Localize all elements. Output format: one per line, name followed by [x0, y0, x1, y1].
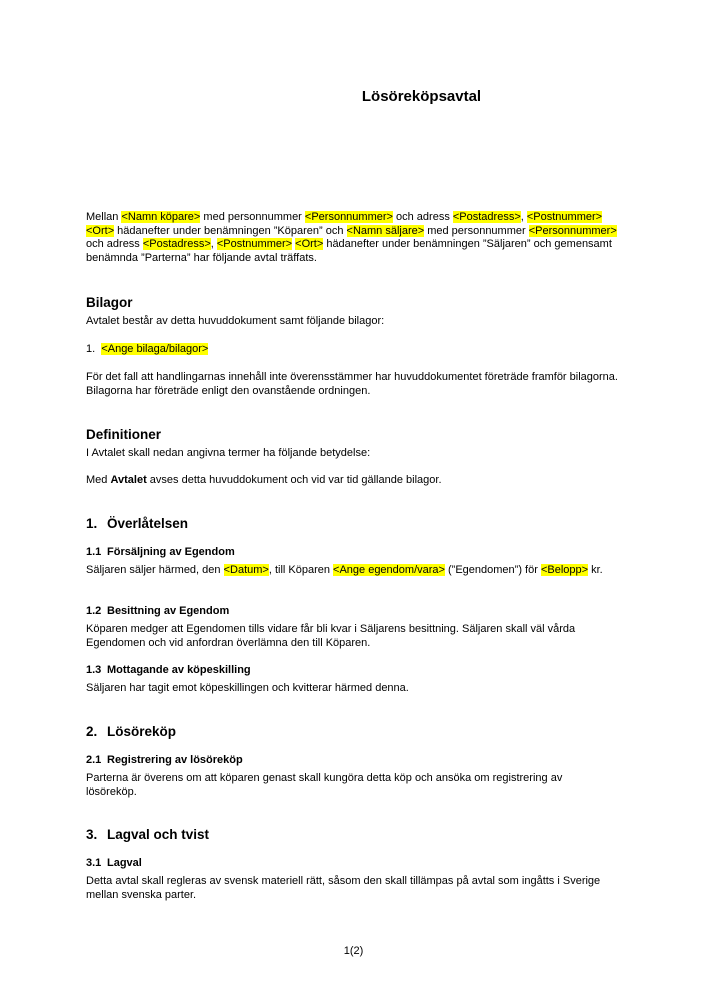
section-2-heading	[86, 724, 586, 740]
section-3-heading	[86, 827, 586, 843]
list-number: 1.	[86, 343, 96, 355]
intro-text: hädanefter under benämningen ”Säljaren” och gemensamt benämnda ”Parterna” har följande avtal träffats.	[86, 238, 612, 264]
intro-text: med personnummer	[200, 211, 305, 223]
intro-text: och adress	[392, 211, 453, 223]
section-3-1-text: Detta avtal skall regleras av svensk materiell rätt, såsom den skall tillämpas på avtal som ingåtts i Sverige mellan svenska parter.	[86, 875, 601, 901]
subsection-title: Försäljning av Egendom	[107, 546, 235, 558]
section-1-1-text	[86, 564, 606, 578]
section-number: 3.	[86, 827, 98, 842]
amount-field: <Belopp>	[540, 564, 589, 576]
seller-postcode-field: <Postnummer>	[216, 238, 293, 251]
buyer-name-field: <Namn köpare>	[121, 211, 201, 223]
subsection-title: Lagval	[107, 857, 142, 869]
definition-text: avses detta huvuddokument och vid var tid gällande bilagor.	[146, 474, 442, 486]
section-3-1-heading	[86, 857, 586, 871]
intro-text: Mellan	[86, 211, 122, 223]
section-1-2-text: Köparen medger att Egendomen tills vidare får bli kvar i Säljarens besittning. Säljaren skall väl vårda Egendomen och vid anfordran överlämna den till Köparen.	[86, 623, 576, 649]
intro-paragraph	[86, 211, 626, 265]
subsection-title: Mottagande av köpeskilling	[107, 664, 251, 676]
buyer-postcode-field: <Postnummer>	[526, 211, 603, 223]
section-title: Överlåtelsen	[107, 516, 189, 531]
buyer-city-field: <Ort>	[86, 224, 115, 237]
subsection-number: 2.1	[86, 754, 102, 766]
subsection-title: Besittning av Egendom	[107, 605, 230, 617]
subsection-number: 3.1	[86, 857, 102, 869]
intro-text: med personnummer	[424, 224, 529, 237]
bilagor-precedence: För det fall att handlingarnas innehåll inte överensstämmer har huvuddokumentet företräde framför bilagorna. Bilagorna har företräde enligt den ovanstående ordningen.	[86, 371, 618, 397]
section-2-1-heading	[86, 754, 586, 768]
bilagor-heading: Bilagor	[86, 295, 133, 310]
bilagor-list-item	[86, 343, 626, 357]
clause-text: kr.	[588, 564, 603, 576]
section-1-heading	[86, 516, 586, 532]
section-2-1-text: Parterna är överens om att köparen genast skall kungöra detta köp och ansöka om registrering av lösöreköp.	[86, 772, 563, 798]
subsection-number: 1.1	[86, 546, 102, 558]
section-1-3-heading	[86, 664, 586, 678]
section-1-3-text: Säljaren har tagit emot köpeskillingen och kvitterar härmed denna.	[86, 682, 409, 694]
section-title: Lagval och tvist	[107, 827, 210, 842]
intro-text: ,	[210, 238, 217, 251]
intro-text: hädanefter under benämningen ”Köparen” och	[114, 224, 347, 237]
subsection-number: 1.3	[86, 664, 102, 676]
section-1-2-heading	[86, 605, 586, 619]
seller-address-field: <Postadress>	[142, 238, 211, 251]
intro-text: och adress	[86, 238, 143, 251]
bilagor-text: Avtalet består av detta huvuddokument samt följande bilagor:	[86, 315, 385, 327]
seller-name-field: <Namn säljare>	[346, 224, 425, 237]
definition-text: Med	[86, 474, 111, 486]
section-1-1-heading	[86, 546, 586, 560]
definitioner-text: I Avtalet skall nedan angivna termer ha följande betydelse:	[86, 447, 371, 459]
definition-avtalet	[86, 474, 626, 488]
document-title: Lösöreköpsavtal	[361, 88, 482, 105]
attachment-field: <Ange bilaga/bilagor>	[101, 343, 209, 355]
subsection-title: Registrering av lösöreköp	[107, 754, 243, 766]
property-field: <Ange egendom/vara>	[333, 564, 445, 576]
definitioner-heading: Definitioner	[86, 427, 162, 442]
date-field: <Datum>	[223, 564, 269, 576]
intro-text: ,	[520, 211, 527, 223]
buyer-address-field: <Postadress>	[452, 211, 521, 223]
clause-text: Säljaren säljer härmed, den	[86, 564, 224, 576]
section-number: 2.	[86, 724, 98, 739]
section-title: Lösöreköp	[107, 724, 177, 739]
page-number: 1(2)	[343, 945, 364, 957]
subsection-number: 1.2	[86, 605, 102, 617]
section-number: 1.	[86, 516, 98, 531]
clause-text: , till Köparen	[268, 564, 334, 576]
seller-personal-number-field: <Personnummer>	[528, 224, 617, 237]
definition-term: Avtalet	[110, 474, 147, 486]
buyer-personal-number-field: <Personnummer>	[304, 211, 393, 223]
clause-text: (”Egendomen”) för	[444, 564, 541, 576]
seller-city-field: <Ort>	[295, 238, 324, 251]
